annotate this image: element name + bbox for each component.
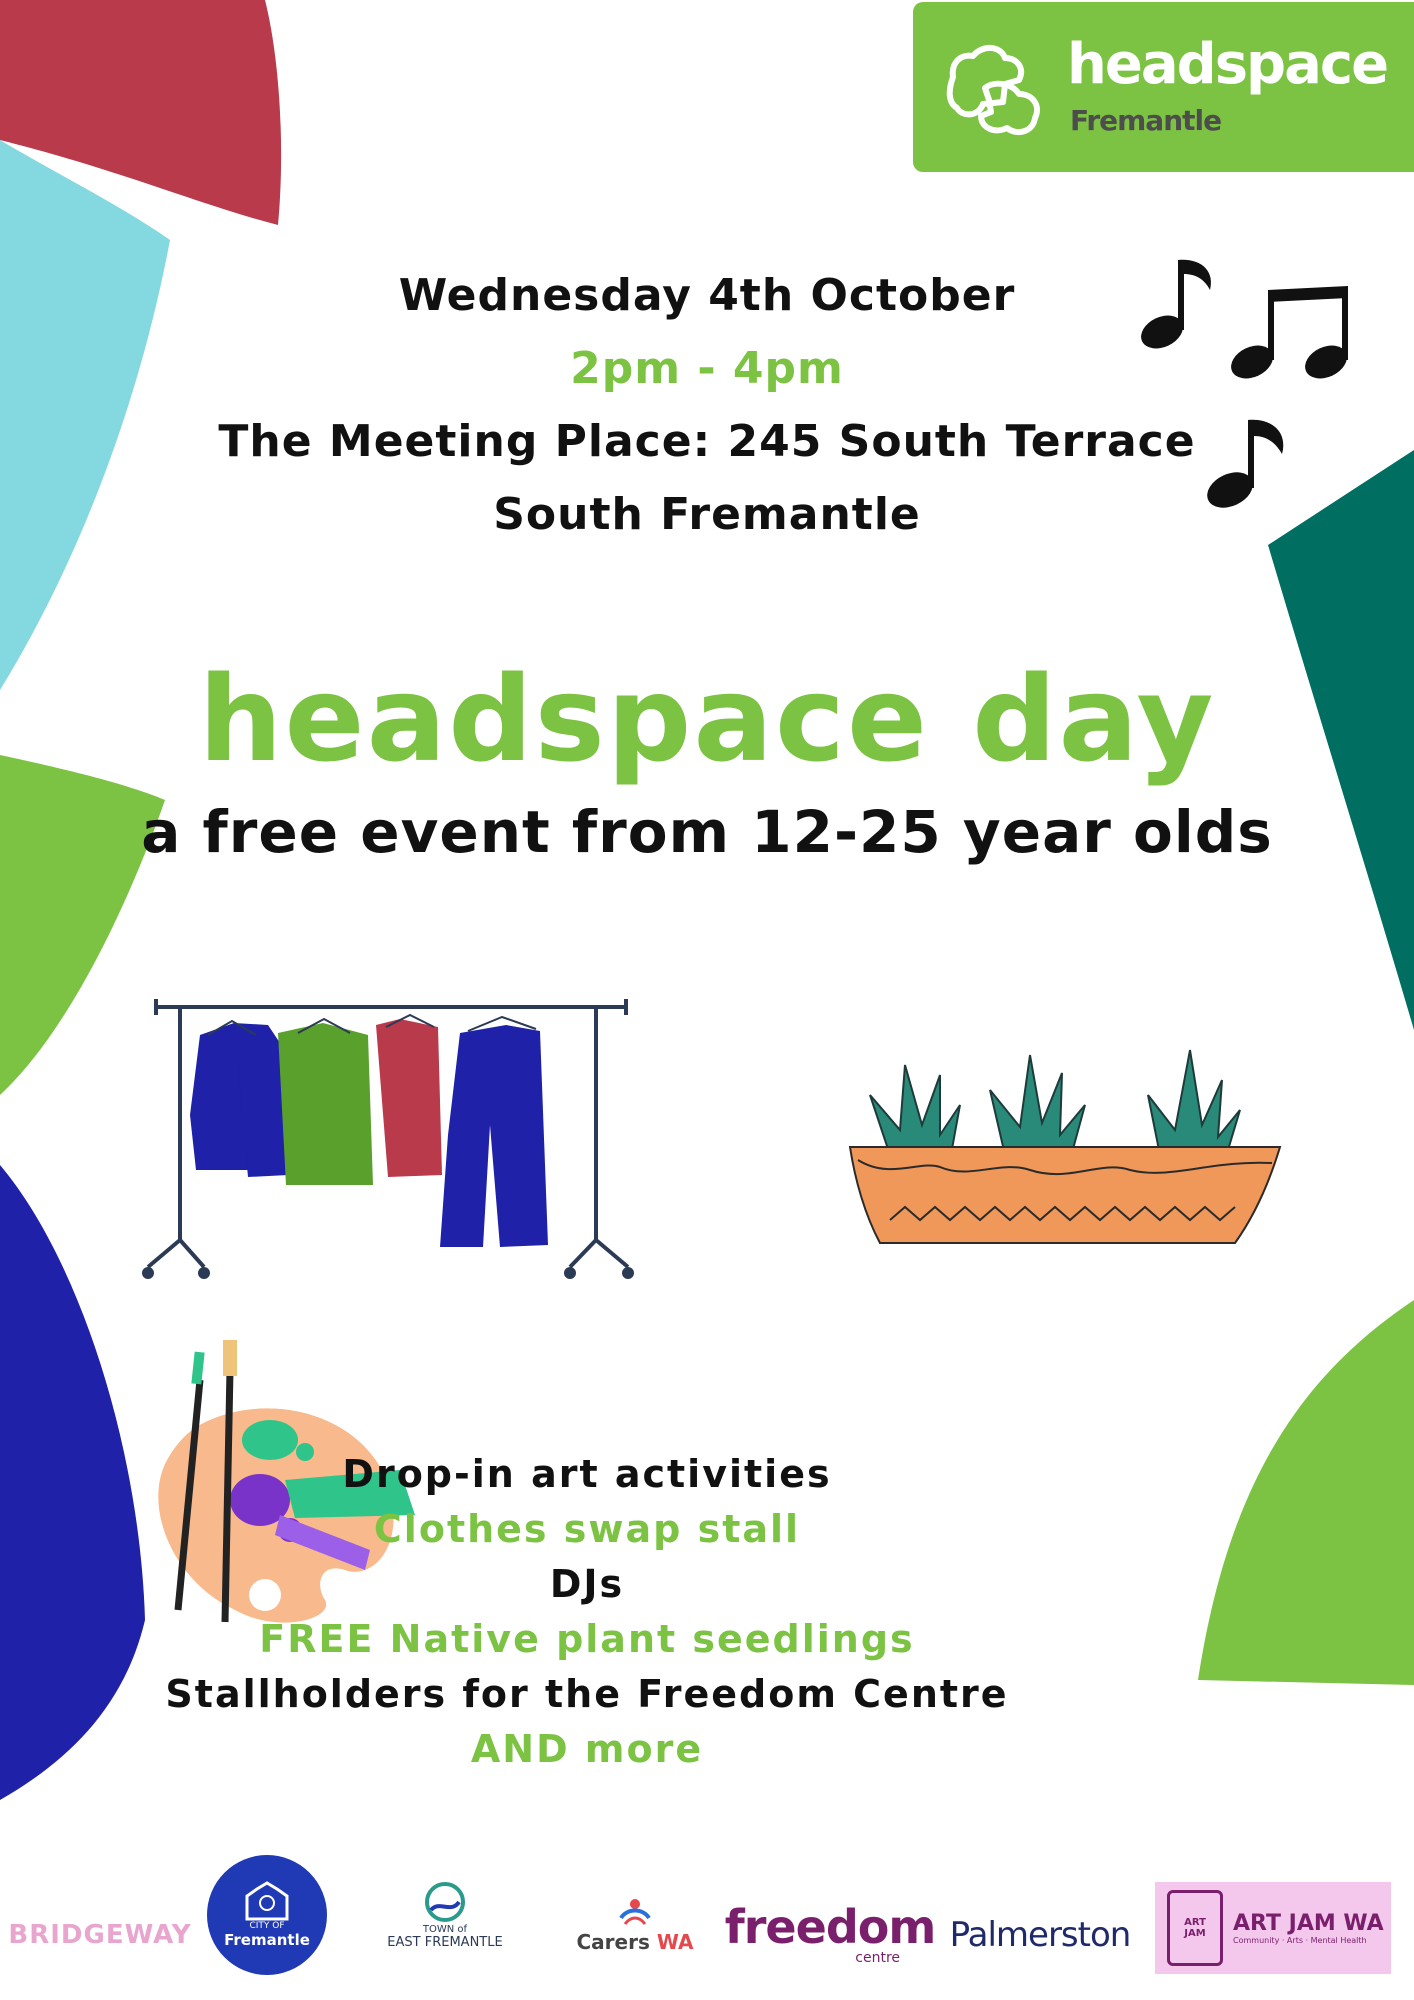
carers-wa-label: WA: [656, 1930, 694, 1954]
clothes-rack-illustration: [138, 995, 638, 1295]
event-suburb: South Fremantle: [493, 489, 921, 540]
activity-djs: DJs: [549, 1562, 625, 1606]
headspace-icon: [943, 32, 1053, 142]
town-of-label: TOWN of: [422, 1924, 468, 1935]
event-date: Wednesday 4th October: [398, 270, 1016, 321]
freedom-centre-label: centre: [855, 1950, 900, 1966]
art-jam-jar-label: ART JAM: [1184, 1917, 1206, 1939]
city-of-fremantle-logo: [207, 1855, 327, 1975]
town-emblem-icon: [417, 1880, 473, 1924]
activity-more: AND more: [470, 1727, 704, 1771]
activity-plant-seedlings: FREE Native plant seedlings: [259, 1617, 915, 1661]
headspace-logo: [913, 2, 1414, 172]
event-time: 2pm - 4pm: [570, 343, 844, 394]
activity-art: Drop-in art activities: [342, 1452, 832, 1496]
activity-clothes-swap: Clothes swap stall: [373, 1507, 801, 1551]
event-title: headspace day: [198, 650, 1216, 788]
palmerston-label: Palmerston: [949, 1915, 1131, 1955]
city-crest-icon: [242, 1881, 292, 1921]
city-of-label: CITY OF: [249, 1921, 285, 1931]
fremantle-label: Fremantle: [224, 1931, 310, 1949]
art-jam-wa-label: ART JAM WA: [1233, 1911, 1384, 1936]
carers-label: Carers: [576, 1930, 650, 1954]
plant-pot-illustration: [830, 1035, 1300, 1255]
cyan-shape: [0, 140, 170, 690]
freedom-label: freedom: [724, 1900, 936, 1954]
town-east-fremantle-logo: [375, 1865, 515, 1965]
art-jam-wa-logo: [1155, 1882, 1391, 1974]
freedom-centre-logo: [724, 1895, 936, 1975]
logo-location-text: Fremantle: [1070, 104, 1222, 137]
art-jam-jar-icon: [1167, 1890, 1223, 1966]
carers-swirl-icon: [615, 1896, 655, 1930]
art-jam-tagline: Community · Arts · Mental Health: [1233, 1936, 1367, 1945]
activity-stallholders: Stallholders for the Freedom Centre: [165, 1672, 1009, 1716]
carers-wa-logo: [565, 1890, 705, 1960]
event-subtitle: a free event from 12-25 year olds: [141, 798, 1273, 866]
event-venue: The Meeting Place: 245 South Terrace: [218, 416, 1196, 467]
bridgeway-logo: [10, 1910, 190, 1960]
logo-brand-text: headspace: [1067, 32, 1388, 97]
east-fremantle-label: EAST FREMANTLE: [387, 1935, 503, 1950]
bridgeway-text: BRIDGEWAY: [8, 1920, 192, 1950]
palmerston-logo: [940, 1910, 1140, 1960]
